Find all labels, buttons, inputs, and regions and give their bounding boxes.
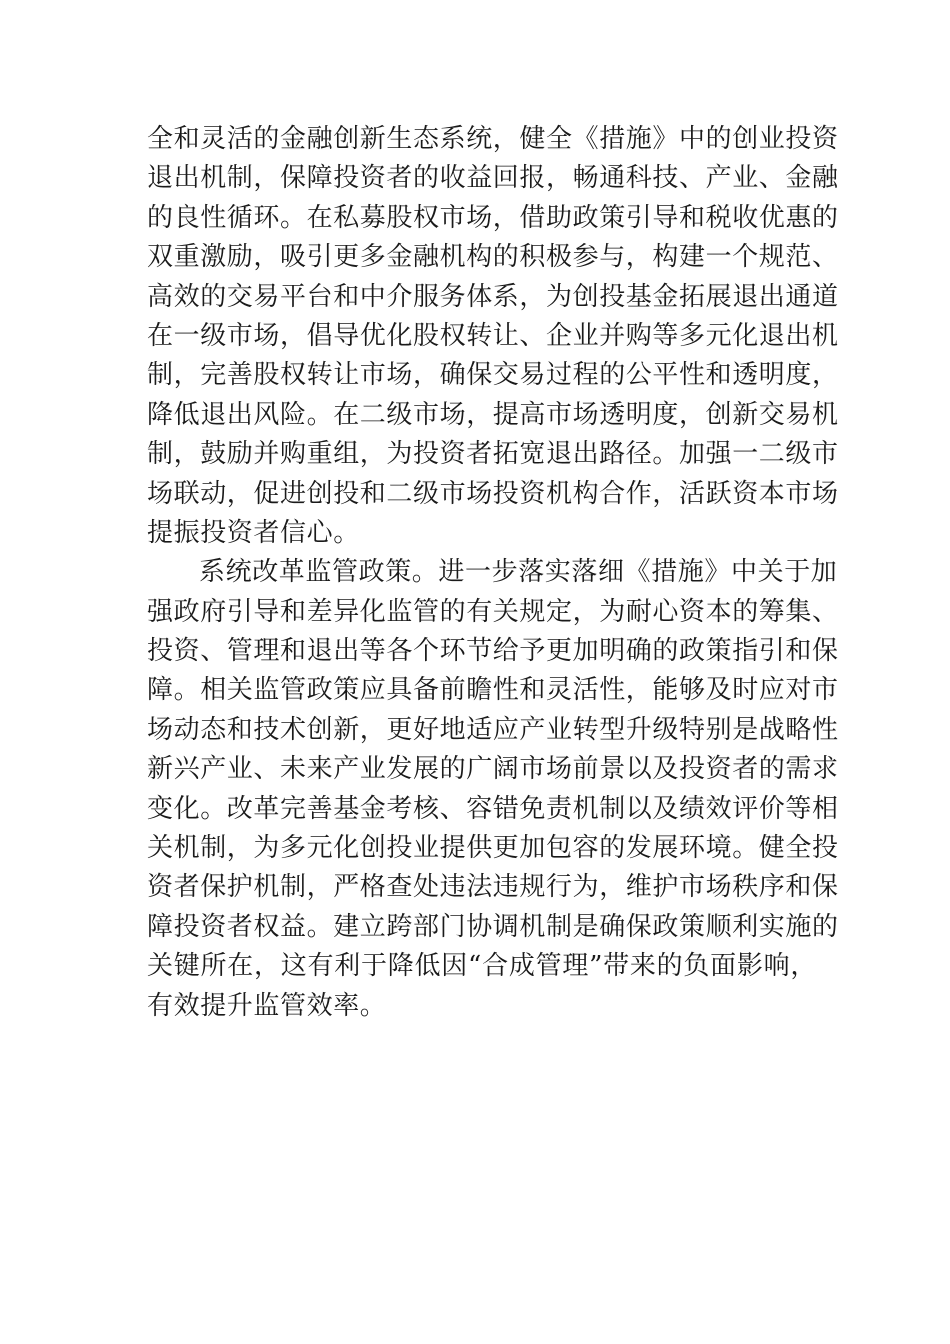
paragraph-line: 有效提升监管效率。 xyxy=(147,990,387,1021)
paragraph-line: 退出机制，保障投资者的收益回报，畅通科技、产业、金融 xyxy=(147,163,839,194)
paragraph-line: 场动态和技术创新，更好地适应产业转型升级特别是战略性 xyxy=(147,714,839,745)
paragraph-regulatory-reform xyxy=(147,553,839,1026)
paragraph-line: 障。相关监管政策应具备前瞻性和灵活性，能够及时应对市 xyxy=(147,675,839,706)
paragraph-line: 障投资者权益。建立跨部门协调机制是确保政策顺利实施的 xyxy=(147,911,839,942)
paragraph-line: 强政府引导和差异化监管的有关规定，为耐心资本的筹集、 xyxy=(147,596,839,627)
paragraph-line: 关机制，为多元化创投业提供更加包容的发展环境。健全投 xyxy=(147,833,839,864)
paragraph-line: 投资、管理和退出等各个环节给予更加明确的政策指引和保 xyxy=(147,636,839,667)
paragraph-line: 降低退出风险。在二级市场，提高市场透明度，创新交易机 xyxy=(147,399,839,430)
paragraph-line: 系统改革监管政策。进一步落实落细《措施》中关于加 xyxy=(199,557,838,588)
paragraph-line: 新兴产业、未来产业发展的广阔市场前景以及投资者的需求 xyxy=(147,754,839,785)
paragraph-line: 的良性循环。在私募股权市场，借助政策引导和税收优惠的 xyxy=(147,202,839,233)
paragraph-line: 在一级市场，倡导优化股权转让、企业并购等多元化退出机 xyxy=(147,320,839,351)
paragraph-line: 制，完善股权转让市场，确保交易过程的公平性和透明度， xyxy=(147,360,839,391)
document-body xyxy=(147,120,839,1026)
paragraph-line: 提振投资者信心。 xyxy=(147,517,360,548)
paragraph-line: 场联动，促进创投和二级市场投资机构合作，活跃资本市场 xyxy=(147,478,839,509)
paragraph-line: 资者保护机制，严格查处违法违规行为，维护市场秩序和保 xyxy=(147,872,839,903)
paragraph-line: 全和灵活的金融创新生态系统，健全《措施》中的创业投资 xyxy=(147,124,839,154)
paragraph-line: 双重激励，吸引更多金融机构的积极参与，构建一个规范、 xyxy=(147,242,839,273)
paragraph-line: 制，鼓励并购重组，为投资者拓宽退出路径。加强一二级市 xyxy=(147,439,839,470)
paragraph-exit-mechanism xyxy=(147,120,839,553)
paragraph-line: 高效的交易平台和中介服务体系，为创投基金拓展退出通道 xyxy=(147,281,839,312)
paragraph-line: 变化。改革完善基金考核、容错免责机制以及绩效评价等相 xyxy=(147,793,839,824)
paragraph-line: 关键所在，这有利于降低因“合成管理”带来的负面影响， xyxy=(147,951,817,982)
